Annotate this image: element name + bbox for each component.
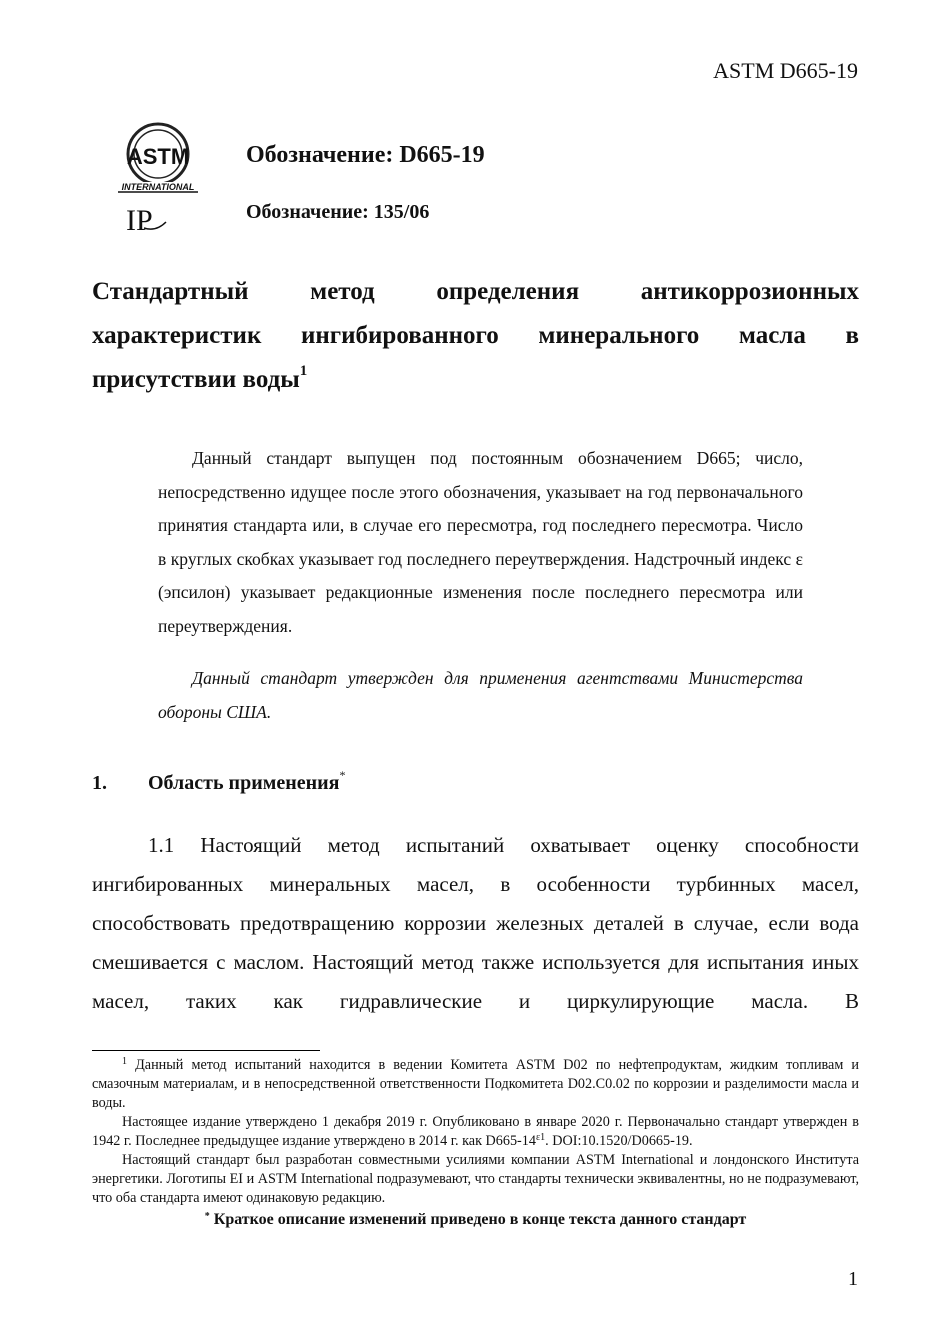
footnote-2-text-b: . DOI:10.1520/D0665-19. — [545, 1133, 693, 1149]
document-code-header: ASTM D665-19 — [713, 58, 858, 83]
document-title — [92, 270, 859, 402]
astm-ip-logo — [116, 120, 206, 240]
footnote-4 — [92, 1210, 859, 1230]
footnote-1-text: Данный метод испытаний находится в ведении Комитета ASTM D02 по нефтепродуктам, жидким топливам и смазочным материалам, и в непосредственной ответственности Подкомитета D02.C0.02 по коррозии и разделимости масла и воды. — [92, 1057, 860, 1111]
footnote-divider — [92, 1050, 320, 1051]
footnote-4-mark: * — [204, 1211, 210, 1222]
section-title-mark: * — [339, 768, 346, 782]
designation-main: Обозначение: D665-19 — [246, 142, 485, 168]
footnote-3: Настоящий стандарт был разработан совместными усилиями компании ASTM International и лондонского Института энергетики. Логотипы EI и ASTM International подразумевают, что стандарты технически эквивалентны, но не подразумевают, что оба стандарта имеют одинаковую редакцию. — [92, 1152, 859, 1206]
section-number: 1. — [92, 772, 107, 794]
defense-note: Данный стандарт утвержден для применения агентствами Министерства обороны США. — [158, 668, 803, 722]
title-text: Стандартный метод определения антикоррозионных характеристик ингибированного минерального масла в присутствии воды — [92, 278, 859, 393]
footnote-2 — [92, 1113, 859, 1151]
section-paragraph: 1.1 Настоящий метод испытаний охватывает оценку способности ингибированных минеральных масел, в особенности турбинных масел, способствовать предотвращению коррозии железных деталей в случае, если вода смешивается с маслом. Настоящий метод также используется для испытания иных масел, таких как гидравлические и циркулирующие масла. В — [92, 833, 859, 1013]
footnote-2-text-a: Настоящее издание утверждено 1 декабря 2019 г. Опубликовано в январе 2020 г. Первоначально стандарт утвержден в 1942 г. Последнее предыдущее издание утверждено в 2014 г. как D665-14 — [92, 1114, 859, 1149]
footnote-4-text: Краткое описание изменений приведено в конце текста данного стандарт — [213, 1211, 747, 1228]
abstract-paragraph: Данный стандарт выпущен под постоянным обозначением D665; число, непосредственно идущее после этого обозначения, указывает на год первоначального принятия стандарта или, в случае его пересмотра, год последнего пересмотра. Число в круглых скобках указывает год последнего переутверждения. Надстрочный индекс ε (эпсилон) указывает редакционные изменения после последнего пересмотра или переутверждения. — [158, 448, 803, 636]
designation-ip: Обозначение: 135/06 — [246, 201, 430, 223]
svg-text:INTERNATIONAL: INTERNATIONAL — [121, 182, 195, 192]
footnotes — [92, 1056, 859, 1230]
section-title-text: Область применения — [148, 772, 340, 794]
footnote-2-sup: ε1 — [535, 1132, 546, 1143]
section-title — [148, 768, 346, 795]
page-number: 1 — [848, 1268, 858, 1290]
svg-text:ASTM: ASTM — [126, 144, 190, 169]
footnote-1-mark: 1 — [122, 1056, 127, 1067]
footnote-1 — [92, 1056, 859, 1113]
astm-logo-icon — [116, 120, 206, 240]
title-footnote-mark: 1 — [299, 363, 308, 379]
svg-text:IP: IP — [126, 204, 153, 237]
